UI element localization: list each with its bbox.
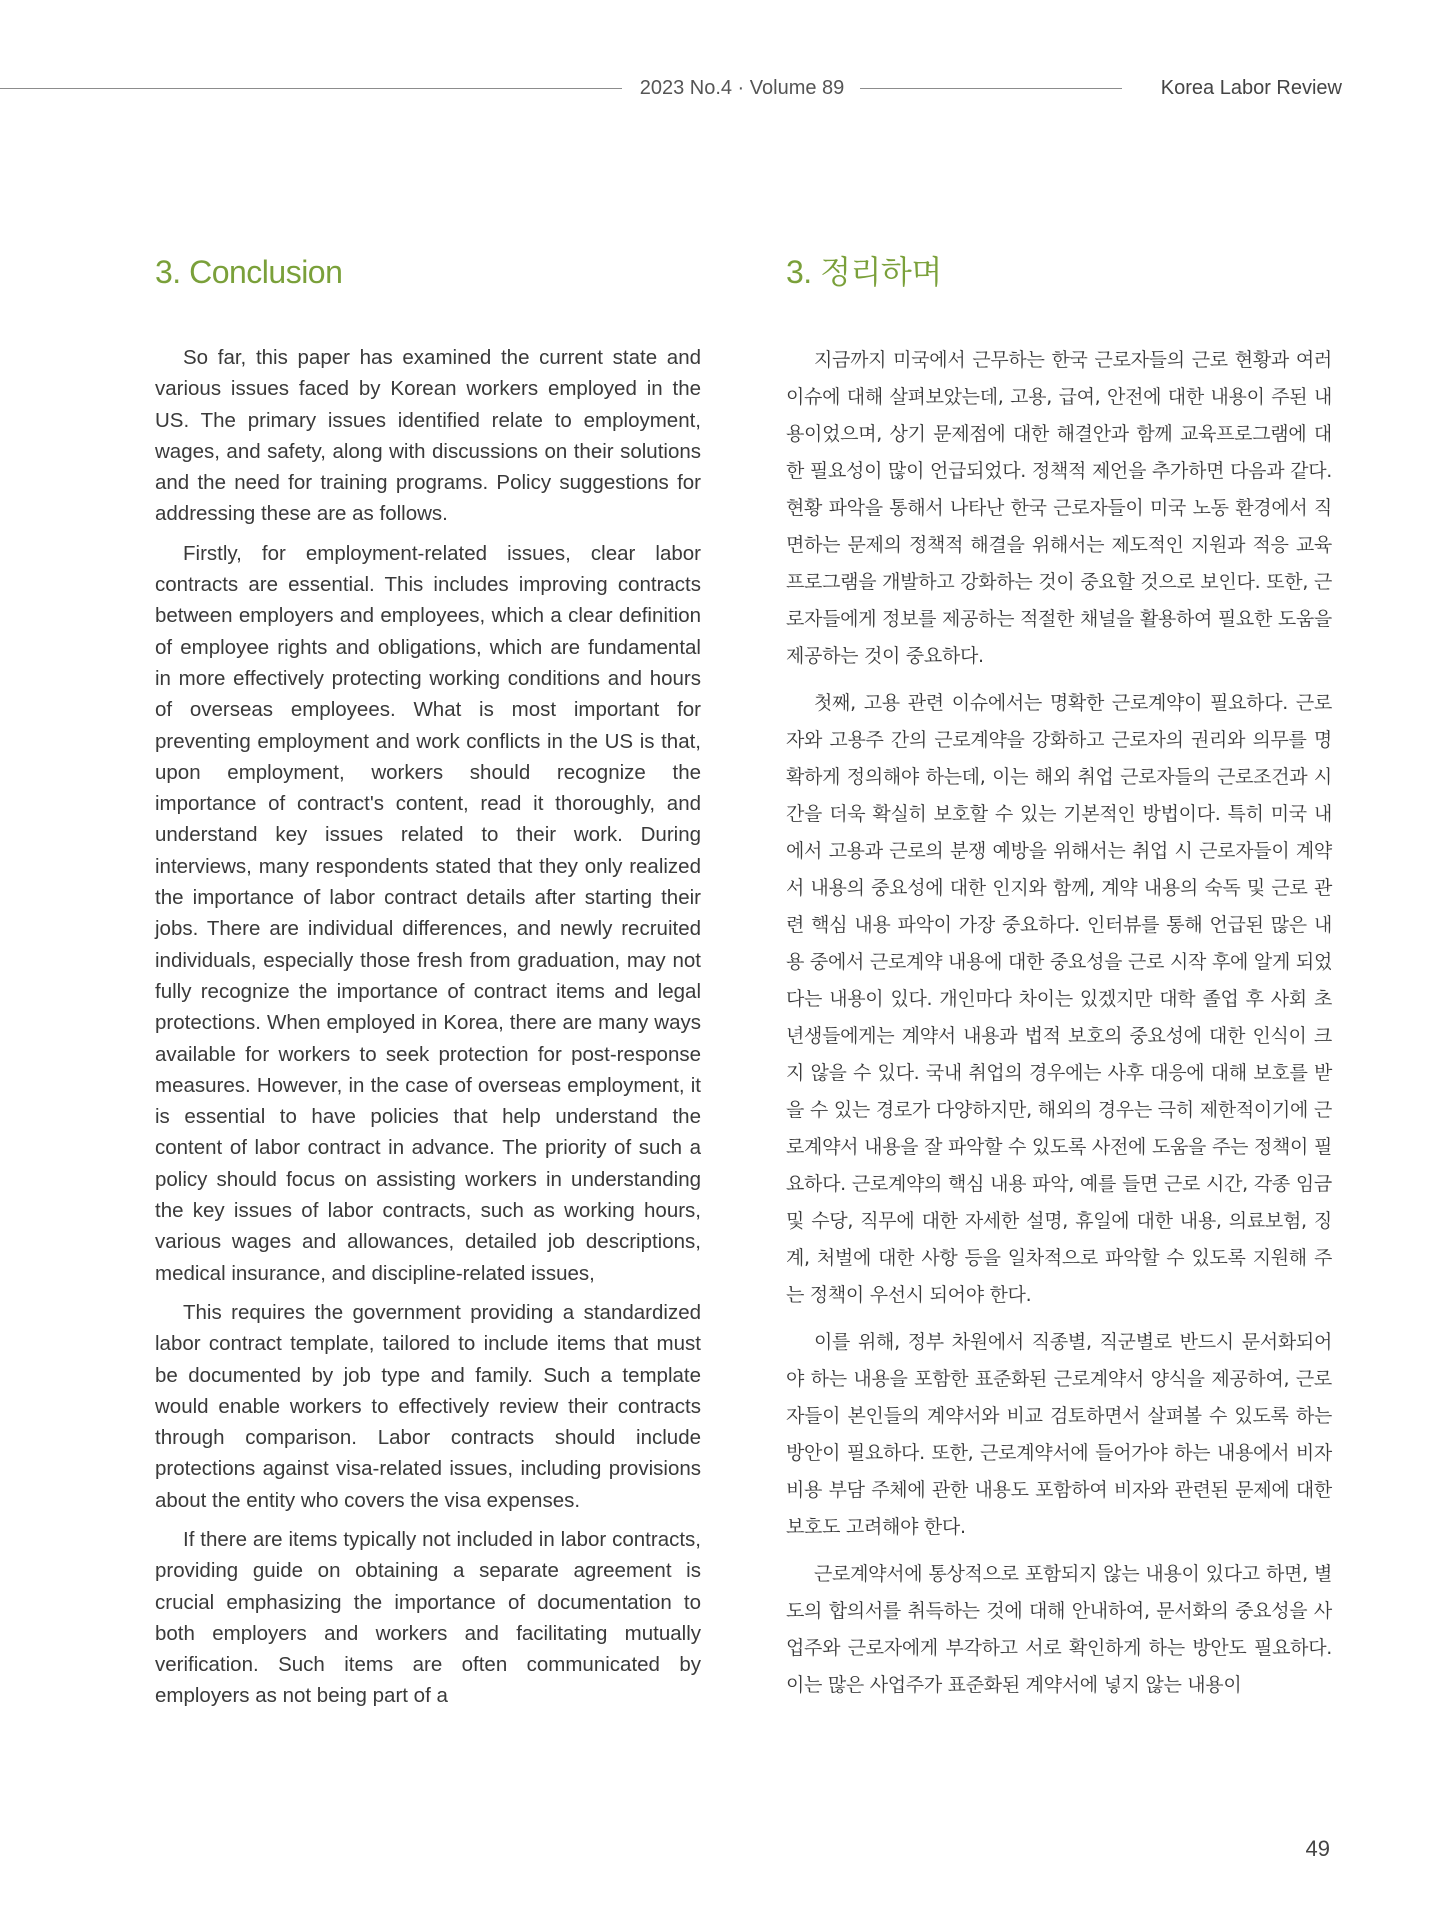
korean-paragraph-1: 지금까지 미국에서 근무하는 한국 근로자들의 근로 현황과 여러 이슈에 대해 살펴보았는데, 고용, 급여, 안전에 대한 내용이 주된 내용이었으며, 상기 문제점에 대한 해결안과 함께 교육프로그램에 대한 필요성이 많이 언급되었다. 정책적 제언을 추가하면 다음과 같다. 현황 파악을 통해서 나타난 한국 근로자들이 미국 노동 환경에서 직면하는 문제의 정책적 해결을 위해서는 제도적인 지원과 적응 교육프로그램을 개발하고 강화하는 것이 중요할 것으로 보인다. 또한, 근로자들에게 정보를 제공하는 적절한 채널을 활용하여 필요한 도움을 제공하는 것이 중요하다. [786, 349, 1332, 667]
english-paragraph-3: This requires the government providing a standardized labor contract template, tailored to include items that must be documented by job type and family. Such a template would enable workers to effectively review their contracts through comparison. Labor contracts should include protections against visa-related issues, including provisions about the entity who covers the visa expenses. [155, 1300, 701, 1512]
running-header [0, 74, 1432, 104]
section-title-korean: 3. 정리하며 [786, 254, 942, 290]
english-column [155, 252, 701, 1720]
journal-name: Korea Labor Review [1160, 77, 1342, 99]
korean-paragraph-4: 근로계약서에 통상적으로 포함되지 않는 내용이 있다고 하면, 별도의 합의서를 취득하는 것에 대해 안내하여, 문서화의 중요성을 사업주와 근로자에게 부각하고 서로 확인하게 하는 방안도 필요하다. 이는 많은 사업주가 표준화된 계약서에 넣지 않는 내용이 [786, 1563, 1332, 1696]
korean-column [786, 252, 1332, 1714]
header-rule-left [0, 88, 622, 89]
english-paragraph-1: So far, this paper has examined the current state and various issues faced by Korean workers employed in the US. The primary issues identified relate to employment, wages, and safety, along with discussions on their solutions and the need for training programs. Policy suggestions for addressing these are as follows. [155, 346, 701, 526]
section-title-english: 3. Conclusion [155, 254, 343, 290]
issue-info: 2023 No.4 · Volume 89 [639, 77, 845, 99]
english-paragraph-4: If there are items typically not included in labor contracts, providing guide on obtaining a separate agreement is crucial emphasizing the importance of documentation to both employers and workers and facilitating mutually verification. Such items are often communicated by employers as not being part of a [155, 1527, 701, 1708]
korean-paragraph-3: 이를 위해, 정부 차원에서 직종별, 직군별로 반드시 문서화되어야 하는 내용을 포함한 표준화된 근로계약서 양식을 제공하여, 근로자들이 본인들의 계약서와 비교 검토하면서 살펴볼 수 있도록 하는 방안이 필요하다. 또한, 근로계약서에 들어가야 하는 내용에서 비자 비용 부담 주체에 관한 내용도 포함하여 비자와 관련된 문제에 대한 보호도 고려해야 한다. [786, 1331, 1332, 1538]
header-rule-right [860, 88, 1122, 89]
english-paragraph-2: Firstly, for employment-related issues, clear labor contracts are essential. This includes improving contracts between employers and employees, which a clear definition of employee rights and obligations, which are fundamental in more effectively protecting working conditions and hours of overseas employees. What is most important for preventing employment and work conflicts in the US is that, upon employment, workers should recognize the importance of contract's content, read it thoroughly, and understand key issues related to their work. During interviews, many respondents stated that they only realized the importance of labor contract details after starting their jobs. There are individual differences, and newly recruited individuals, especially those fresh from graduation, may not fully recognize the importance of contract items and legal protections. When employed in Korea, there are many ways available for workers to seek protection for post-response measures. However, in the case of overseas employment, it is essential to have policies that help understand the content of labor contract in advance. The priority of such a policy should focus on assisting workers in understanding the key issues of labor contracts, such as working hours, various wages and allowances, detailed job descriptions, medical insurance, and discipline-related issues, [155, 541, 701, 1285]
page-number: 49 [1305, 1836, 1330, 1861]
korean-paragraph-2: 첫째, 고용 관련 이슈에서는 명확한 근로계약이 필요하다. 근로자와 고용주 간의 근로계약을 강화하고 근로자의 권리와 의무를 명확하게 정의해야 하는데, 이는 해외 취업 근로자들의 근로조건과 시간을 더욱 확실히 보호할 수 있는 기본적인 방법이다. 특히 미국 내에서 고용과 근로의 분쟁 예방을 위해서는 취업 시 근로자들이 계약서 내용의 중요성에 대한 인지와 함께, 계약 내용의 숙독 및 근로 관련 핵심 내용 파악이 가장 중요하다. 인터뷰를 통해 언급된 많은 내용 중에서 근로계약 내용에 대한 중요성을 근로 시작 후에 알게 되었다는 내용이 있다. 개인마다 차이는 있겠지만 대학 졸업 후 사회 초년생들에게는 계약서 내용과 법적 보호의 중요성에 대한 인식이 크지 않을 수 있다. 국내 취업의 경우에는 사후 대응에 대해 보호를 받을 수 있는 경로가 다양하지만, 해외의 경우는 극히 제한적이기에 근로계약서 내용을 잘 파악할 수 있도록 사전에 도움을 주는 정책이 필요하다. 근로계약의 핵심 내용 파악, 예를 들면 근로 시간, 각종 임금 및 수당, 직무에 대한 자세한 설명, 휴일에 대한 내용, 의료보험, 징계, 처벌에 대한 사항 등을 일차적으로 파악할 수 있도록 지원해 주는 정책이 우선시 되어야 한다. [786, 692, 1332, 1306]
